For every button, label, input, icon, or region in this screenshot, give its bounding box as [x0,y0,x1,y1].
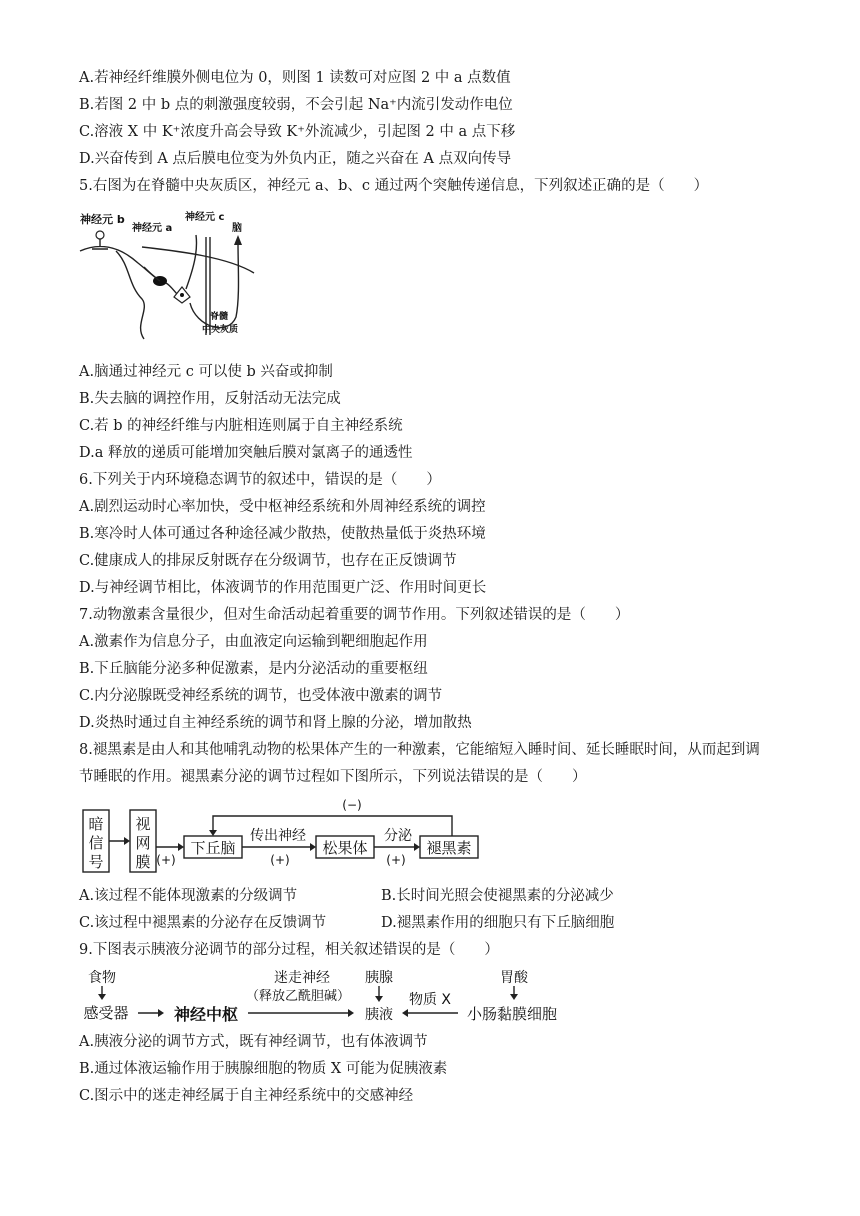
svg-text:褪黑素: 褪黑素 [426,839,472,857]
svg-text:下丘脑: 下丘脑 [190,839,236,857]
q9-stem: 9.下图表示胰液分泌调节的部分过程，相关叙述错误的是（ ） [79,942,499,958]
plus-efferent: (+) [270,853,290,867]
q7-option-c: C.内分泌腺既受神经系统的调节，也受体液中激素的调节 [79,688,443,704]
label-spinal: 脊髓 [210,312,229,322]
label-brain: 脑 [232,223,242,234]
svg-text:号: 号 [88,853,104,871]
q5-option-a: A.脑通过神经元 c 可以使 b 兴奋或抑制 [79,364,333,380]
q4-option-a: A.若神经纤维膜外侧电位为 0，则图 1 读数可对应图 2 中 a 点数值 [79,70,511,86]
intestine-cells-label: 小肠黏膜细胞 [466,1005,558,1023]
svg-text:网: 网 [135,834,151,852]
q7-option-b: B.下丘脑能分泌多种促激素，是内分泌活动的重要枢纽 [79,661,428,677]
juice-label: 胰液 [365,1007,393,1023]
secrete-label: 分泌 [384,828,412,844]
q8-option-a: A.该过程不能体现激素的分级调节 [79,888,298,904]
substance-x-label: 物质 X [408,992,452,1008]
q8-option-b: B.长时间光照会使褪黑素的分泌减少 [381,888,614,904]
svg-text:视: 视 [135,815,151,833]
q5-option-b: B.失去脑的调控作用，反射活动无法完成 [79,391,341,407]
q4-option-b: B.若图 2 中 b 点的刺激强度较弱，不会引起 Na⁺内流引发动作电位 [79,97,513,113]
label-neuron-c: 神经元 c [185,212,225,223]
plus-secrete: (+) [386,853,406,867]
svg-text:松果体: 松果体 [322,839,368,857]
q7-stem: 7.动物激素含量很少，但对生命活动起着重要的调节作用。下列叙述错误的是（ ） [79,607,630,623]
q6-option-c: C.健康成人的排尿反射既存在分级调节，也存在正反馈调节 [79,553,457,569]
label-neuron-b: 神经元 b [80,213,125,226]
pancreas-label: 胰腺 [365,970,393,986]
label-gray-matter: 中央灰质 [202,325,239,335]
spinal-cord-neuron-figure [78,207,258,345]
minus-feedback: (−) [342,798,362,812]
plus-retina: (+) [156,853,176,867]
vagus-ach-label: （释放乙酰胆碱） [245,989,351,1004]
svg-text:暗: 暗 [88,815,104,833]
label-neuron-a: 神经元 a [132,223,173,234]
q6-stem: 6.下列关于内环境稳态调节的叙述中，错误的是（ ） [79,472,441,488]
q9-option-c: C.图示中的迷走神经属于自主神经系统中的交感神经 [79,1088,414,1104]
q5-stem: 5.右图为在脊髓中央灰质区，神经元 a、b、c 通过两个突触传递信息，下列叙述正确的是（ ） [79,178,709,194]
q8-option-d: D.褪黑素作用的细胞只有下丘脑细胞 [381,915,615,931]
center-label: 神经中枢 [173,1005,239,1024]
q9-option-b: B.通过体液运输作用于胰腺细胞的物质 X 可能为促胰液素 [79,1061,448,1077]
efferent-label: 传出神经 [250,828,306,844]
q7-option-d: D.炎热时通过自主神经系统的调节和肾上腺的分泌，增加散热 [79,715,472,731]
q8-stem-line-2: 节睡眠的作用。褪黑素分泌的调节过程如下图所示，下列说法错误的是（ ） [79,769,587,785]
q6-option-a: A.剧烈运动时心率加快，受中枢神经系统和外周神经系统的调控 [79,499,486,515]
receptor-label: 感受器 [83,1004,129,1022]
q8-stem-line-1: 8.褪黑素是由人和其他哺乳动物的松果体产生的一种激素，它能缩短入睡时间、延长睡眠时间，从而起到调 [79,742,760,758]
q8-option-c: C.该过程中褪黑素的分泌存在反馈调节 [79,915,327,931]
q6-option-d: D.与神经调节相比，体液调节的作用范围更广泛、作用时间更长 [79,580,487,596]
vagus-label: 迷走神经 [274,970,330,986]
q7-option-a: A.激素作为信息分子，由血液定向运输到靶细胞起作用 [79,634,428,650]
q9-option-a: A.胰液分泌的调节方式，既有神经调节，也有体液调节 [79,1034,428,1050]
pancreatic-secretion-figure [82,966,570,1028]
svg-text:信: 信 [88,834,104,852]
q5-option-c: C.若 b 的神经纤维与内脏相连则属于自主神经系统 [79,418,403,434]
food-label: 食物 [88,970,116,986]
svg-text:膜: 膜 [135,853,151,871]
q4-option-d: D.兴奋传到 A 点后膜电位变为外负内正，随之兴奋在 A 点双向传导 [79,151,512,167]
q6-option-b: B.寒冷时人体可通过各种途径减少散热，使散热量低于炎热环境 [79,526,486,542]
q4-option-c: C.溶液 X 中 K⁺浓度升高会导致 K⁺外流减少，引起图 2 中 a 点下移 [79,124,516,140]
acid-label: 胃酸 [500,970,528,986]
q5-option-d: D.a 释放的递质可能增加突触后膜对氯离子的通透性 [79,445,413,461]
melatonin-regulation-flowchart [82,796,502,876]
